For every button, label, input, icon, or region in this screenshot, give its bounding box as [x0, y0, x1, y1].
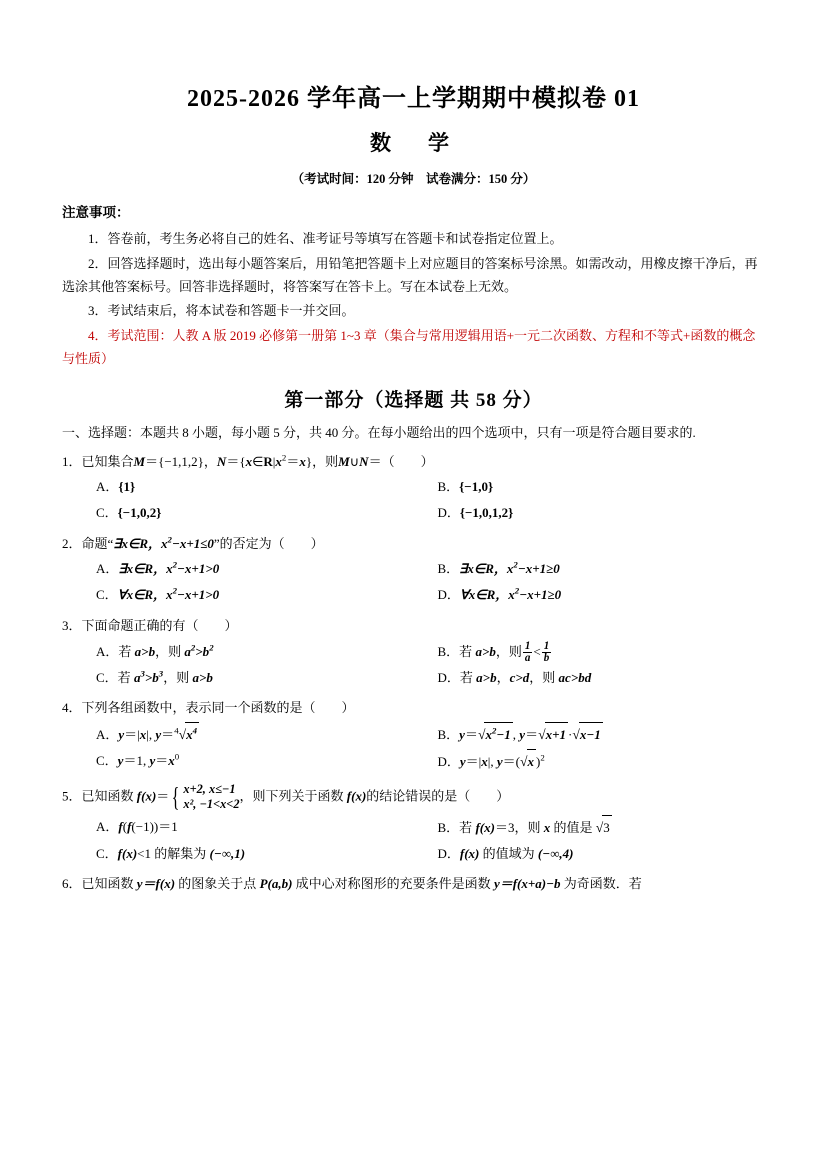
- question-1-stem-end: ＝（ ）: [368, 453, 434, 469]
- option-label-c: C．: [96, 669, 118, 685]
- question-1: [62, 451, 765, 526]
- question-1-options-row-1: [62, 475, 765, 500]
- question-1-number: 1．: [62, 453, 82, 469]
- question-5: [62, 782, 765, 866]
- question-4-stem: [62, 697, 765, 720]
- option-value-a: {1}: [118, 479, 136, 495]
- option-label-d: D．: [437, 754, 460, 770]
- question-2-number: 2．: [62, 535, 82, 551]
- option-value-b: {−1,0}: [459, 479, 494, 495]
- question-6: [62, 873, 765, 896]
- page-title: 2025-2026 学年高一上学期期中模拟卷 01: [187, 86, 640, 112]
- question-4-options-row-1: [62, 722, 765, 748]
- option-label-a: A．: [96, 727, 119, 743]
- exam-info: （考试时间：120 分钟 试卷满分：150 分）: [291, 172, 536, 186]
- question-5-option-a[interactable]: A．f(f(−1))＝1: [96, 818, 178, 834]
- question-3-option-a[interactable]: A．若 a>b，则 $a^2>b^2$: [96, 642, 214, 659]
- option-label-b: B．: [437, 819, 460, 835]
- question-3-number: 3．: [62, 617, 82, 633]
- question-5-options-row-2: [62, 842, 765, 867]
- question-5-option-c[interactable]: C．f(x)<1 的解集为 (−∞,1): [96, 845, 246, 861]
- question-5-option-d[interactable]: D．f(x) 的值域为 (−∞,4): [437, 845, 574, 861]
- question-6-number: 6．: [62, 876, 82, 892]
- question-3-options-row-2: [62, 666, 765, 691]
- option-label-a: A．: [96, 643, 119, 659]
- question-4-stem-text: 下列各组函数中，表示同一个函数的是（ ）: [81, 700, 355, 716]
- option-value-d: {−1,0,1,2}: [459, 505, 514, 521]
- notice-title: 注意事项：: [62, 205, 130, 220]
- option-label-a: A．: [96, 479, 119, 495]
- question-2-stem: 2．命题“∃x∈R，$x^2-x+1\le 0$”的否定为（ ）: [62, 534, 324, 551]
- option-label-a: A．: [96, 561, 119, 577]
- notice-range-text: 人教 A 版 2019 必修第一册第 1~3 章（集合与常用逻辑用语+一元二次函数、方程和不等式+函数的概念与性质）: [62, 328, 756, 366]
- question-1-option-c[interactable]: [62, 501, 414, 526]
- option-label-c: C．: [96, 845, 118, 861]
- question-2-option-d[interactable]: D．∀x∈R，$x^2-x+1\ge 0$: [437, 585, 562, 603]
- question-6-stem: 6．已知函数 y＝f(x) 的图象关于点 P(a,b) 成中心对称图形的充要条件是函数 y＝f(x+a)−b 为奇函数．若: [62, 876, 642, 892]
- question-5-stem-tail: ，则下列关于函数: [239, 788, 344, 804]
- question-2-option-b[interactable]: B．∃x∈R，$x^2-x+1\ge 0$: [437, 560, 560, 577]
- notice-range-label: 4．考试范围：: [88, 328, 173, 343]
- notice-item-4: [62, 325, 765, 371]
- option-label-a: A．: [96, 818, 119, 834]
- question-5-option-b[interactable]: B．若 f(x)＝3，则 x 的值是 √3: [414, 815, 766, 841]
- question-3-option-b[interactable]: B．若 a>b，则 $\frac{1}{a}$ < $\frac{1}{b}$: [437, 639, 550, 665]
- question-3-option-d[interactable]: D．若 a>b，c>d，则 ac>bd: [437, 669, 592, 685]
- option-label-c: C．: [96, 587, 118, 603]
- option-label-b: B．: [437, 643, 460, 659]
- question-2: [62, 533, 765, 608]
- option-label-d: D．: [437, 505, 460, 521]
- section-lead: 一、选择题：本题共 8 小题，每小题 5 分，共 40 分。在每小题给出的四个选项中，只有一项是符合题目要求的.: [62, 424, 696, 440]
- part-title: 第一部分（选择题 共 58 分）: [284, 389, 543, 411]
- question-4-number: 4．: [62, 700, 82, 716]
- notice-item-1: 1．答卷前，考生务必将自己的姓名、准考证号等填写在答题卡和试卷指定位置上。: [88, 231, 563, 246]
- question-1-option-b[interactable]: [414, 475, 766, 500]
- question-2-options-row-2: [62, 583, 765, 608]
- notice-item-3: 3．考试结束后，将本试卷和答题卡一并交回。: [88, 303, 355, 319]
- question-5-stem: 5．已知函数 f(x)＝ { x+2, x≤−1 x², −1<x<2 ，则下列关于函数 f(x)的结论错误的是（ ）: [62, 781, 510, 812]
- question-4: [62, 697, 765, 775]
- option-label-b: B．: [437, 561, 460, 577]
- option-label-d: D．: [437, 587, 460, 603]
- option-label-b: B．: [437, 727, 460, 743]
- question-2-option-a[interactable]: A．∃x∈R，$x^2-x+1>0$: [96, 560, 220, 577]
- question-1-stem-prefix: 已知集合: [81, 453, 134, 469]
- option-label-b: B．: [437, 479, 460, 495]
- subject-title: 数 学: [370, 131, 457, 155]
- case-row-2: x², −1<x<2: [183, 797, 240, 812]
- option-label-c: C．: [96, 505, 118, 521]
- question-1-option-d[interactable]: [414, 501, 766, 526]
- question-2-option-c[interactable]: C．∀x∈R，$x^2-x+1>0$: [96, 585, 220, 603]
- question-4-options-row-2: [62, 749, 765, 775]
- case-row-1: x+2, x≤−1: [183, 782, 236, 797]
- question-1-stem-tail: ，则: [312, 453, 339, 469]
- question-4-option-a[interactable]: A．y＝|x|, $y=^4√x^4$: [62, 722, 414, 748]
- question-1-options-row-2: [62, 501, 765, 526]
- question-3-stem-text: 下面命题正确的有（ ）: [81, 617, 238, 633]
- option-label-d: D．: [437, 845, 460, 861]
- question-5-options-row-1: [62, 815, 765, 841]
- question-1-option-a[interactable]: [62, 475, 414, 500]
- option-label-d: D．: [437, 669, 460, 685]
- question-4-option-d[interactable]: D．y＝|x|, y＝(√x )$^2$: [414, 749, 766, 775]
- option-value-c: {−1,0,2}: [117, 505, 162, 521]
- question-3: [62, 615, 765, 691]
- option-label-c: C．: [96, 753, 118, 769]
- notice-item-2: 2．回答选择题时，选出每小题答案后，用铅笔把答题卡上对应题目的答案标号涂黑。如需改动，用橡皮擦干净后，再选涂其他答案标号。回答非选择题时，将答案写在答卡上。写在本试卷上无效。: [62, 255, 758, 294]
- question-3-options-row-1: [62, 640, 765, 665]
- question-3-stem: [62, 615, 765, 638]
- question-5-stem-end: 的结论错误的是（ ）: [366, 788, 510, 804]
- question-4-option-c[interactable]: C．y＝1, $y=x^0$: [96, 751, 180, 769]
- question-2-options-row-1: [62, 557, 765, 582]
- question-5-number: 5．: [62, 788, 82, 804]
- question-5-stem-prefix: 已知函数: [81, 788, 134, 804]
- question-4-option-b[interactable]: B．$y=√x^2-1$ , y＝√x+1 ·√x−1: [414, 722, 766, 748]
- piecewise-function: { x+2, x≤−1 x², −1<x<2: [171, 781, 240, 812]
- question-3-option-c[interactable]: C．若 $a^3>b^3$，则 a>b: [96, 668, 213, 685]
- question-1-stem: 1．已知集合M＝{−1,1,2}，$N=\{x\in R|x^2=x\}$，则M∪N＝（ ）: [62, 452, 434, 469]
